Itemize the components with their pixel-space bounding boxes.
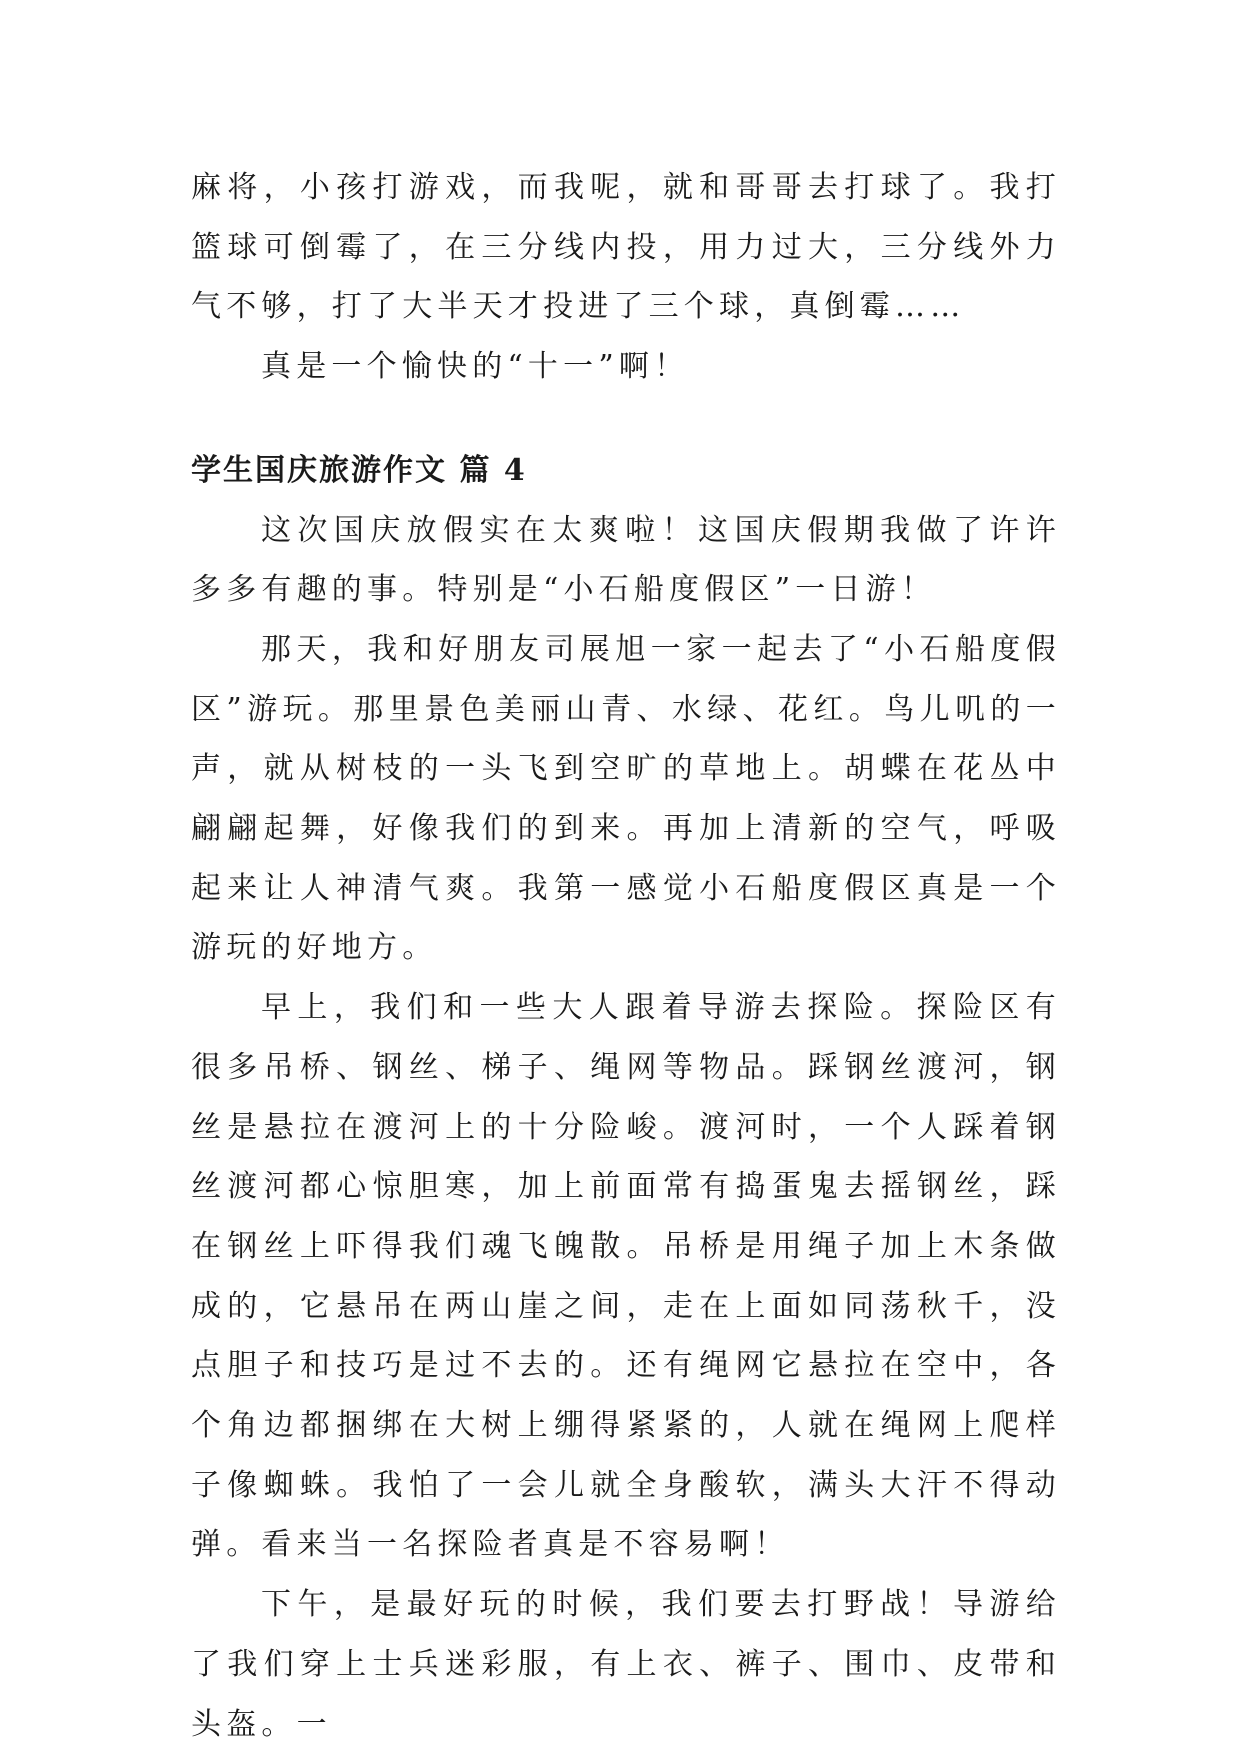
paragraph-1: 这次国庆放假实在太爽啦！这国庆假期我做了许许多多有趣的事。特别是“小石船度假区”一日游！: [191, 512, 1061, 608]
document-body: [191, 158, 1061, 1754]
section-heading: 学生国庆旅游作文 篇 4: [191, 452, 527, 488]
paragraph-3: 早上，我们和一些大人跟着导游去探险。探险区有很多吊桥、钢丝、梯子、绳网等物品。踩钢丝渡河，钢丝是悬拉在渡河上的十分险峻。渡河时，一个人踩着钢丝渡河都心惊胆寒，加上前面常有捣蛋鬼去摇钢丝，踩在钢丝上吓得我们魂飞魄散。吊桥是用绳子加上木条做成的，它悬吊在两山崖之间，走在上面如同荡秋千，没点胆子和技巧是过不去的。还有绳网它悬拉在空中，各个角边都捆绑在大树上绷得紧紧的，人就在绳网上爬样子像蜘蛛。我怕了一会儿就全身酸软，满头大汗不得动弹。看来当一名探险者真是不容易啊！: [191, 990, 1061, 1563]
paragraph-closing: 真是一个愉快的“十一”啊！: [261, 349, 690, 385]
paragraph-4: 下午，是最好玩的时候，我们要去打野战！导游给了我们穿上士兵迷彩服，有上衣、裤子、围巾、皮带和头盔。一: [191, 1587, 1061, 1742]
paragraph-continued: 麻将，小孩打游戏，而我呢，就和哥哥去打球了。我打篮球可倒霉了，在三分线内投，用力过大，三分线外力气不够，打了大半天才投进了三个球，真倒霉……: [191, 170, 1061, 325]
paragraph-2: 那天，我和好朋友司展旭一家一起去了“小石船度假区”游玩。那里景色美丽山青、水绿、花红。鸟儿叽的一声，就从树枝的一头飞到空旷的草地上。胡蝶在花丛中翩翩起舞，好像我们的到来。再加上清新的空气，呼吸起来让人神清气爽。我第一感觉小石船度假区真是一个游玩的好地方。: [191, 631, 1061, 966]
